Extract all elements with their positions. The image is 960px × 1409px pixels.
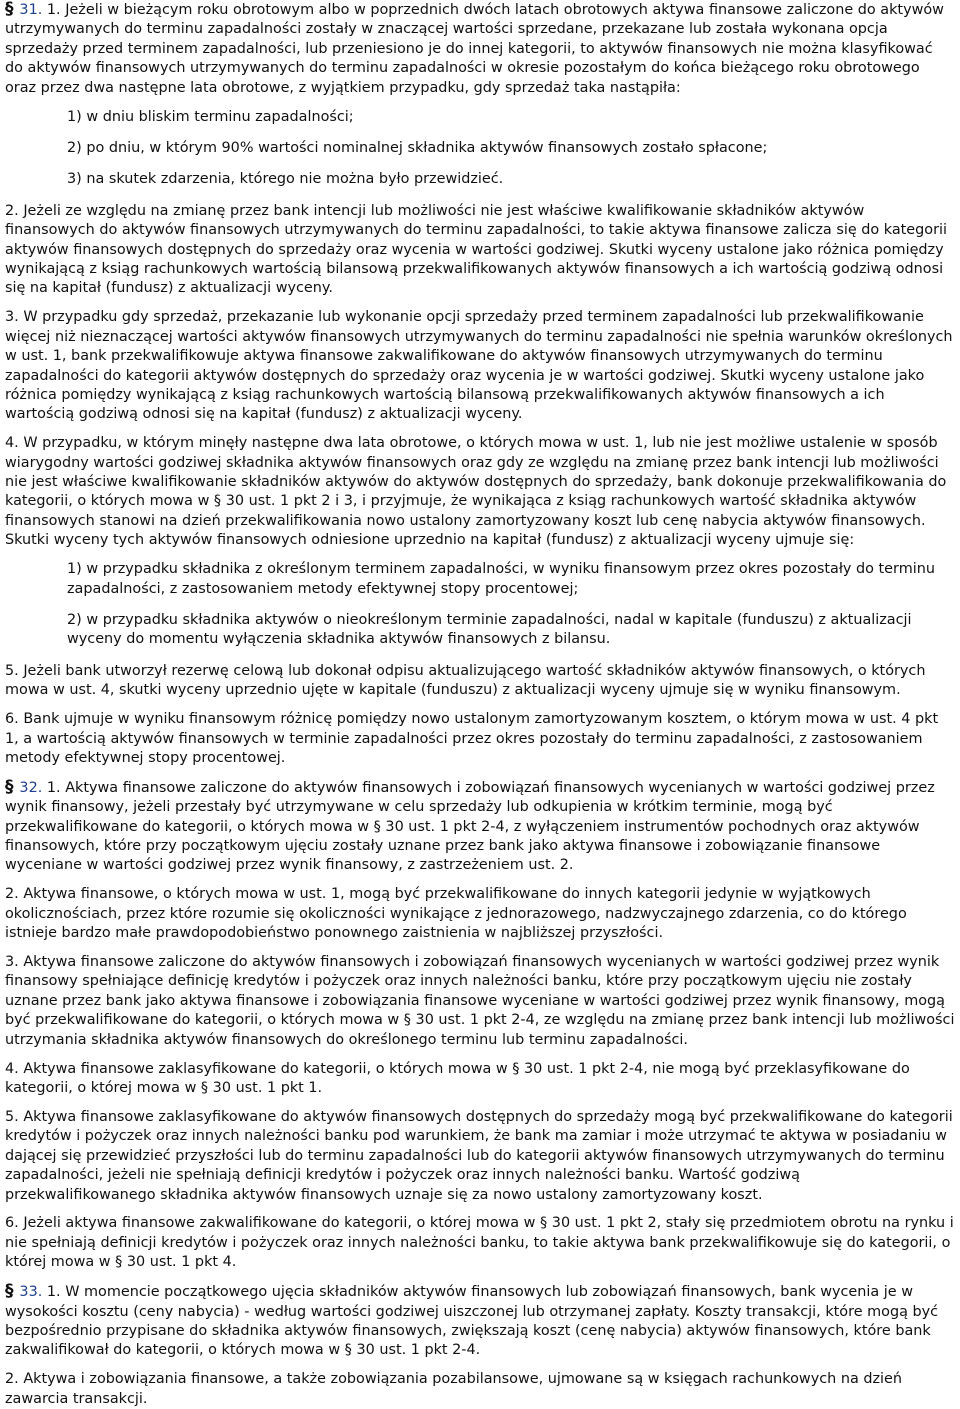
paragraph-text: 2) po dniu, w którym 90% wartości nominalnej składnika aktywów finansowych zostało spłacone; <box>67 139 768 156</box>
article-number: 32. <box>19 779 43 796</box>
paragraph-text: Aktywa finansowe zaliczone do aktywów finansowych i zobowiązań finansowych wycenianych w wartości godziwej przez wynik finansowy, jeżeli przestały być utrzymywane w celu sprzedaży lub odkupienia w krótkim terminie, mogą być przekwalifikowane do kategorii, o których mowa w § 30 ust. 1 pkt 2-4, z wyłączeniem instrumentów pochodnych oraz aktywów finansowych, które przy początkowym ujęciu zostały uznane przez bank jako aktywa finansowe i zobowiązanie finansowe wyceniane w wartości godziwej przez wynik finansowy, z zastrzeżeniem ust. 2. <box>5 779 935 874</box>
article-paragraph <box>5 0 955 98</box>
paragraph-number: 2. <box>5 202 19 219</box>
paragraph <box>5 434 955 550</box>
list-item <box>67 611 955 650</box>
paragraph-text: W momencie początkowego ujęcia składników aktywów finansowych lub zobowiązań finansowych, bank wycenia je w wysokości kosztu (ceny nabycia) - według wartości godziwej uiszczonej lub otrzymanej zapłaty. Koszty transakcji, które mogą być bezpośrednio przypisane do składnika aktywów finansowych, zwiększają koszt (cenę nabycia) aktywów finansowych, które bank zakwalifikował do kategorii, o których mowa w § 30 ust. 1 pkt 2-4. <box>5 1284 939 1359</box>
paragraph-text: Jeżeli bank utworzył rezerwę celową lub dokonał odpisu aktualizującego wartość składników aktywów finansowych, o których mowa w ust. 4, skutki wyceny uprzednio ujęte w kapitale (funduszu) z aktualizacji wyceny ujmuje się w wyniku finansowym. <box>5 662 926 699</box>
paragraph-number: 2. <box>5 1371 19 1388</box>
paragraph-number: 5. <box>5 1108 19 1125</box>
paragraph-number: 4. <box>5 435 19 452</box>
article-number: 31. <box>19 2 43 18</box>
paragraph-text: W przypadku gdy sprzedaż, przekazanie lub wykonanie opcji sprzedaży przed terminem zapadalności lub przekwalifikowanie więcej niż nieznaczącej wartości aktywów finansowych utrzymywanych do terminu zapadalności nie spełnia warunków określonych w ust. 1, bank przekwalifikowuje aktywa finansowe zakwalifikowane do aktywów finansowych utrzymywanych do terminu zapadalności do kategorii aktywów dostępnych do sprzedaży oraz wycenia je w wartości godziwej. Skutki wyceny ustalone jako różnica pomiędzy wynikającą z ksiąg rachunkowych wartością bilansową przekwalifikowanych aktywów finansowych a ich wartością godziwą odnosi się na kapitał (fundusz) z aktualizacji wyceny. <box>5 309 953 423</box>
paragraph-number: 1. <box>46 1284 61 1301</box>
paragraph-text: 1) w przypadku składnika z określonym terminem zapadalności, w wyniku finansowym przez okres pozostały do terminu zapadalności, z zastosowaniem metody efektywnej stopy procentowej; <box>67 561 935 597</box>
list-item <box>67 560 955 599</box>
article-paragraph <box>5 1282 955 1361</box>
paragraph-text: 3) na skutek zdarzenia, którego nie można było przewidzieć. <box>67 171 504 188</box>
paragraph-text: Jeżeli w bieżącym roku obrotowym albo w poprzednich dwóch latach obrotowych aktywa finansowe zaliczone do aktywów utrzymywanych do terminu zapadalności zostały w znaczącej wartości sprzedane, przekazane lub została wykonana opcja sprzedaży przed terminem zapadalności, lub przeniesiono je do innej kategorii, to aktywów finansowych nie można klasyfikować do aktywów finansowych utrzymywanych do terminu zapadalności w okresie pozostałym do końca bieżącego roku obrotowego oraz przez dwa następne lata obrotowe, z wyjątkiem przypadku, gdy sprzedaż taka nastąpiła: <box>5 2 944 96</box>
list-item <box>67 139 955 158</box>
paragraph-text: Aktywa finansowe zaklasyfikowane do kategorii, o których mowa w § 30 ust. 1 pkt 2-4, nie mogą być przeklasyfikowane do kategorii, o której mowa w § 30 ust. 1 pkt 1. <box>5 1060 910 1096</box>
paragraph <box>5 953 955 1050</box>
paragraph <box>5 1060 955 1099</box>
paragraph-text: Aktywa finansowe zaliczone do aktywów finansowych i zobowiązań finansowych wycenianych w wartości godziwej przez wynik finansowy spełniające definicję kredytów i pożyczek oraz innych należności banku, które przy początkowym ujęciu nie zostały uznane przez bank jako aktywa finansowe i zobowiązania finansowe wyceniane w wartości godziwej przez wynik finansowy, mogą być przekwalifikowane do kategorii, o których mowa w § 30 ust. 1 pkt 2-4, ze względu na zmianę przez bank intencji lub możliwości utrzymania składnika aktywów finansowych do określonego terminu lub terminu zapadalności. <box>5 954 955 1048</box>
paragraph-number: 5. <box>5 662 19 679</box>
article-marker: § <box>5 1281 20 1302</box>
list-item <box>67 108 955 127</box>
paragraph <box>5 202 955 299</box>
article-marker: § <box>5 0 20 19</box>
article-paragraph <box>5 778 955 876</box>
article-marker: § <box>5 776 20 797</box>
paragraph-number: 3. <box>5 309 19 326</box>
paragraph-number: 1. <box>46 779 61 796</box>
paragraph-text: Jeżeli ze względu na zmianę przez bank intencji lub możliwości nie jest właściwe kwalifikowanie składników aktywów finansowych do aktywów finansowych utrzymywanych do terminu zapadalności, to takie aktywa finansowe zalicza się do kategorii aktywów finansowych dostępnych do sprzedaży oraz wycenia w wartości godziwej. Skutki wyceny ustalone jako różnica pomiędzy wynikającą z ksiąg rachunkowych wartością bilansową przekwalifikowanych aktywów finansowych a ich wartością godziwą odnosi się na kapitał (fundusz) z aktualizacji wyceny. <box>5 202 948 297</box>
paragraph <box>5 1108 955 1205</box>
paragraph-text: Jeżeli aktywa finansowe zakwalifikowane do kategorii, o której mowa w § 30 ust. 1 pkt 2, stały się przedmiotem obrotu na rynku i nie spełniają definicji kredytów i pożyczek oraz innych należności banku, to takie aktywa bank przekwalifikowuje się do kategorii, o której mowa w § 30 ust. 1 pkt 4. <box>5 1215 954 1271</box>
paragraph <box>5 1370 955 1409</box>
paragraph-text: W przypadku, w którym minęły następne dwa lata obrotowe, o których mowa w ust. 1, lub nie jest możliwe ustalenie w sposób wiarygodny wartości godziwej składnika aktywów finansowych oraz gdy ze względu na zmianę przez bank intencji lub możliwości nie jest właściwe kwalifikowanie składników aktywów do aktywów dostępnych do sprzedaży, bank dokonuje przekwalifikowania do kategorii, o których mowa w § 30 ust. 1 pkt 2 i 3, i przyjmuje, że wynikająca z ksiąg rachunkowych wartość składnika aktywów finansowych stanowi na dzień przekwalifikowania nowo ustalony zamortyzowany koszt lub cenę nabycia aktywów finansowych. Skutki wyceny tych aktywów finansowych odniesione uprzednio na kapitał (fundusz) z aktualizacji wyceny ujmuje się: <box>5 435 947 549</box>
paragraph <box>5 885 955 943</box>
paragraph-text: Aktywa finansowe, o których mowa w ust. 1, mogą być przekwalifikowane do innych kategorii jedynie w wyjątkowych okolicznościach, przez które rozumie się okoliczności wynikające z jednorazowego, nadzwyczajnego zdarzenia, co do którego istnieje bardzo małe prawdopodobieństwo ponownego zaistnienia w najbliższej przyszłości. <box>5 886 907 942</box>
paragraph <box>5 710 955 768</box>
paragraph <box>5 662 955 701</box>
paragraph-text: Bank ujmuje w wyniku finansowym różnicę pomiędzy nowo ustalonym zamortyzowanym kosztem, o którym mowa w ust. 4 pkt 1, a wartością aktywów finansowych w terminie zapadalności przez okres pozostały do terminu zapadalności, z zastosowaniem metody efektywnej stopy procentowej. <box>5 711 939 766</box>
paragraph-number: 6. <box>5 711 19 728</box>
article-number: 33. <box>19 1284 43 1301</box>
paragraph-text: Aktywa finansowe zaklasyfikowane do aktywów finansowych dostępnych do sprzedaży mogą być przekwalifikowane do kategorii kredytów i pożyczek oraz innych należności banku pod warunkiem, że bank ma zamiar i może utrzymać te aktywa w posiadaniu w dającej się przewidzieć przyszłości lub do terminu zapadalności lub do kategorii aktywów finansowych utrzymywanych do terminu zapadalności, jeżeli nie spełniają definicji kredytów i pożyczek oraz innych należności banku. Wartość godziwą przekwalifikowanego składnika aktywów finansowych uznaje się za nowo ustalony zamortyzowany koszt. <box>5 1108 953 1203</box>
paragraph-number: 1. <box>46 2 61 18</box>
paragraph-number: 6. <box>5 1215 19 1232</box>
paragraph-text: Aktywa i zobowiązania finansowe, a także zobowiązania pozabilansowe, ujmowane są w księgach rachunkowych na dzień zawarcia transakcji. <box>5 1371 902 1407</box>
paragraph-number: 3. <box>5 954 19 971</box>
paragraph-number: 4. <box>5 1060 19 1077</box>
paragraph <box>5 1214 955 1272</box>
paragraph-text: 1) w dniu bliskim terminu zapadalności; <box>67 108 354 125</box>
paragraph <box>5 308 955 424</box>
paragraph-number: 2. <box>5 886 19 903</box>
paragraph-text: 2) w przypadku składnika aktywów o nieokreślonym terminie zapadalności, nadal w kapitale (funduszu) z aktualizacji wyceny do momentu wyłączenia składnika aktywów finansowych z bilansu. <box>67 611 912 648</box>
list-item <box>67 170 955 189</box>
